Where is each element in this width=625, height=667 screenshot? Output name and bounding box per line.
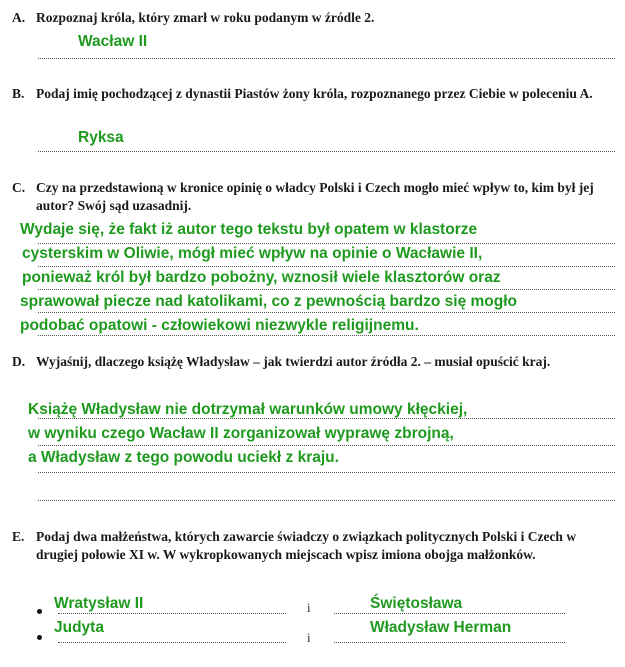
answer-d-text-1: Książę Władysław nie dotrzymał warunków umowy kłęckiej, bbox=[28, 401, 468, 418]
pair-1-left-line bbox=[58, 613, 286, 614]
question-b-label: B. bbox=[12, 86, 25, 101]
answer-c-text-2: cysterskim w Oliwie, mógł mieć wpływ na opinie o Wacławie II, bbox=[22, 245, 483, 262]
answer-d[interactable] bbox=[28, 398, 467, 470]
answer-d-line-4 bbox=[38, 500, 615, 501]
answer-c[interactable] bbox=[20, 218, 517, 338]
answer-c-text-4: sprawował piecze nad katolikami, co z pewnością bardzo się mogło bbox=[20, 293, 517, 310]
pair-2-right[interactable]: Władysław Herman bbox=[370, 619, 512, 636]
answer-c-text-3: ponieważ król był bardzo pobożny, wznosił wiele klasztorów oraz bbox=[22, 269, 501, 286]
pair-2-conjunction: i bbox=[307, 630, 311, 645]
pair-2-right-line bbox=[334, 642, 565, 643]
answer-b[interactable]: Ryksa bbox=[78, 129, 124, 146]
pair-1-right-line bbox=[334, 613, 565, 614]
answer-a[interactable]: Wacław II bbox=[78, 33, 148, 50]
question-b-text: Podaj imię pochodzącej z dynastii Piastów żony króla, rozpoznanego przez Ciebie w poleceniu A. bbox=[36, 86, 593, 101]
question-a-text: Rozpoznaj króla, który zmarł w roku podanym w źródle 2. bbox=[36, 10, 375, 25]
answer-d-line-3 bbox=[38, 472, 615, 473]
question-e-text: Podaj dwa małżeństwa, których zawarcie świadczy o związkach politycznych Polski i Czech w drugiej połowie XI w. W wykropkowanych miejscach wpisz imiona obojga małżonków. bbox=[36, 529, 577, 562]
question-c-text: Czy na przedstawioną w kronice opinię o władcy Polski i Czech mogło mieć wpływ to, kim był jej autor? Swój sąd uzasadnij. bbox=[36, 180, 594, 213]
bullet-icon bbox=[37, 635, 42, 640]
answer-b-line bbox=[38, 151, 615, 152]
question-d-label: D. bbox=[12, 354, 26, 369]
pair-2-left-line bbox=[58, 642, 286, 643]
bullet-icon bbox=[37, 609, 42, 614]
pair-2-left[interactable]: Judyta bbox=[54, 619, 104, 636]
answer-d-text-3: a Władysław z tego powodu uciekł z kraju. bbox=[28, 449, 339, 466]
question-d-text: Wyjaśnij, dlaczego książę Władysław – jak twierdzi autor źródła 2. – musiał opuścić kraj. bbox=[36, 354, 551, 369]
question-a-label: A. bbox=[12, 10, 26, 25]
answer-c-text-1: Wydaje się, że fakt iż autor tego tekstu był opatem w klastorze bbox=[20, 221, 478, 238]
pair-1-right[interactable]: Świętosława bbox=[370, 595, 463, 612]
pair-1-left[interactable]: Wratysław II bbox=[54, 595, 144, 612]
question-e-label: E. bbox=[12, 529, 25, 544]
answer-c-text-5: podobać opatowi - człowiekowi niezwykle religijnemu. bbox=[20, 317, 419, 334]
answer-d-text-2: w wyniku czego Wacław II zorganizował wyprawę zbrojną, bbox=[28, 425, 454, 442]
question-c-label: C. bbox=[12, 180, 26, 195]
answer-a-line bbox=[38, 58, 615, 59]
pair-1-conjunction: i bbox=[307, 600, 311, 615]
